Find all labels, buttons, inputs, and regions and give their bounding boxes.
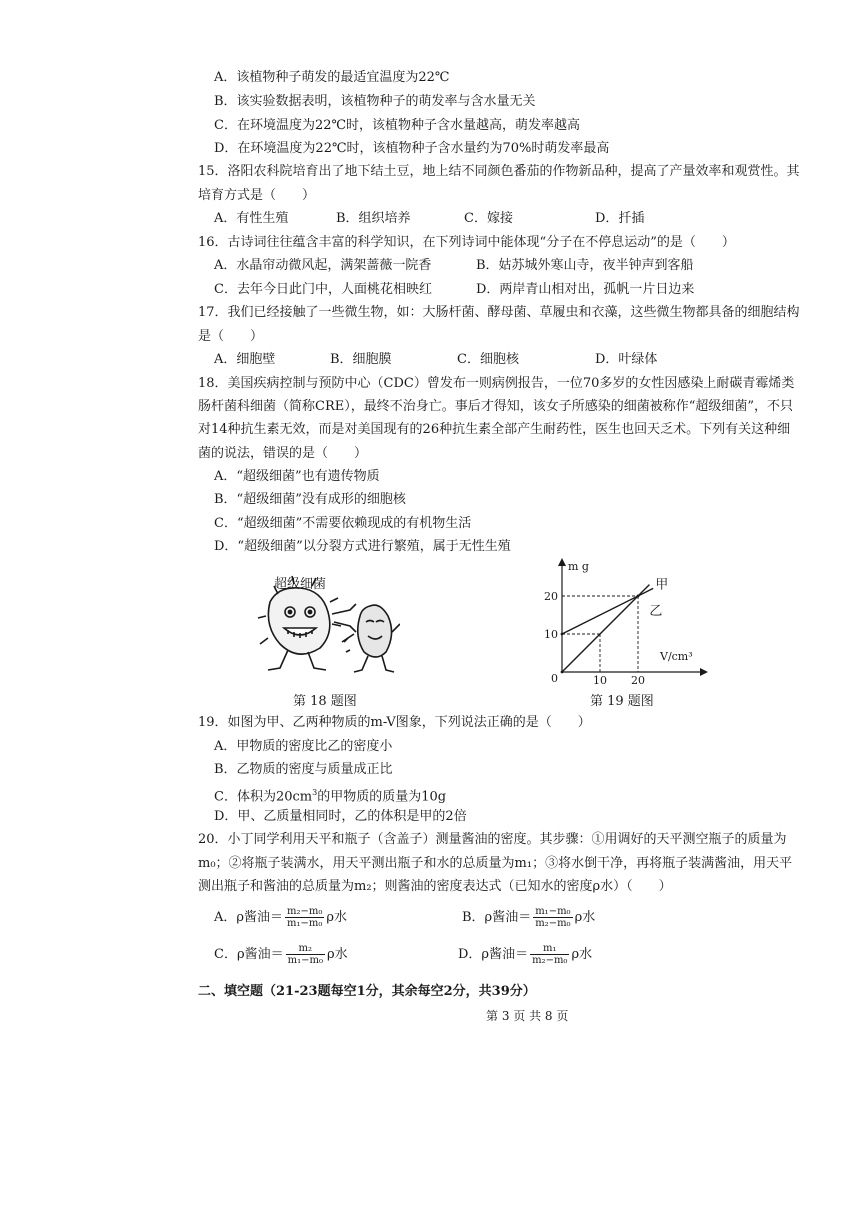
q15-option-a: A．有性生殖 xyxy=(214,211,289,226)
q16-option-d: D．两岸青山相对出，孤帆一片日边来 xyxy=(476,282,695,297)
q19-option-a: A．甲物质的密度比乙的密度小 xyxy=(214,739,393,754)
q17-stem-line1: 17．我们已经接触了一些微生物，如：大肠杆菌、酵母菌、草履虫和衣藻，这些微生物都具备的细胞结构 xyxy=(198,305,800,320)
data-point-yi-1 xyxy=(637,595,640,598)
q15-option-c: C．嫁接 xyxy=(464,211,513,226)
q19-stem: 19．如图为甲、乙两种物质的m-V图象，下列说法正确的是（ ） xyxy=(198,715,591,730)
data-point-yi-0 xyxy=(561,671,564,674)
q15-stem-line1: 15．洛阳农科院培育出了地下结土豆，地上结不同颜色番茄的作物新品种，提高了产量效率和观赏性。其 xyxy=(198,164,800,179)
q18-option-a: A．“超级细菌”也有遗传物质 xyxy=(214,469,380,484)
x-axis-label: V/cm³ xyxy=(660,650,693,663)
q20-option-a: A．ρ酱油＝ $\frac{\text{m₂−m₀}}{\text{m₁−m₀}}$ ρ水 xyxy=(214,906,348,929)
y-tick-10: 10 xyxy=(544,628,558,641)
page-footer: 第 3 页 共 8 页 xyxy=(486,1009,569,1023)
m-v-graph xyxy=(540,556,710,684)
q18-option-b: B．“超级细菌”没有成形的细胞核 xyxy=(214,492,406,507)
origin-label: 0 xyxy=(551,672,558,684)
q17-option-c: C．细胞核 xyxy=(457,352,519,367)
q18-stem-line3: 对14种抗生素无效，而是对美国现有的26种抗生素全部产生耐药性，医生也回天乏术。下列有关这种细 xyxy=(198,422,791,437)
y-axis-label: m g xyxy=(568,560,589,573)
q14-option-c: C．在环境温度为22℃时，该植物种子含水量越高，萌发率越高 xyxy=(214,118,581,133)
q16-option-a: A．水晶帘动微风起，满架蔷薇一院香 xyxy=(214,258,432,273)
q20-stem-line2: m₀；②将瓶子装满水，用天平测出瓶子和水的总质量为m₁；③将水倒干净，再将瓶子装满酱油，用天平 xyxy=(198,856,793,871)
series-label-jia: 甲 xyxy=(655,577,669,593)
q18-stem-line1: 18．美国疾病控制与预防中心（CDC）曾发布一则病例报告，一位70多岁的女性因感染上耐碳青霉烯类 xyxy=(198,376,795,391)
q19-option-d: D．甲、乙质量相同时，乙的体积是甲的2倍 xyxy=(214,809,467,824)
q20-stem-line3: 测出瓶子和酱油的总质量为m₂；则酱油的密度表达式（已知水的密度ρ水）（ ） xyxy=(198,879,672,894)
q18-option-d: D．“超级细菌”以分裂方式进行繁殖，属于无性生殖 xyxy=(214,539,511,554)
q16-stem: 16．古诗词往往蕴含丰富的科学知识，在下列诗词中能体现“分子在不停息运动”的是（ ） xyxy=(198,235,735,250)
section-2-heading: 二、填空题（21-23题每空1分，其余每空2分，共39分） xyxy=(198,984,536,999)
q20-stem-line1: 20．小丁同学利用天平和瓶子（含盖子）测量酱油的密度。其步骤：①用调好的天平测空瓶子的质量为 xyxy=(198,832,787,847)
q19-option-c: C．体积为$20cm^3$的甲物质的质量为10g xyxy=(214,788,447,805)
superbug-title-text: 超级细菌 xyxy=(273,577,327,592)
q18-stem-line2: 肠杆菌科细菌（简称CRE），最终不治身亡。事后才得知，该女子所感染的细菌被称作“超级细菌”，不只 xyxy=(198,399,794,414)
q18-option-c: C．“超级细菌”不需要依赖现成的有机物生活 xyxy=(214,516,472,531)
q18-stem-line4: 菌的说法，错误的是（ ） xyxy=(198,446,368,461)
q17-option-a: A．细胞壁 xyxy=(214,352,276,367)
figure-19-caption: 第 19 题图 xyxy=(590,694,654,709)
q20-option-d: D．ρ酱油＝ $\frac{\text{m₁}}{\text{m₂−m₀}}$ ρ水 xyxy=(458,943,593,966)
q20-option-c: C．ρ酱油＝ $\frac{\text{m₂}}{\text{m₁−m₀}}$ ρ水 xyxy=(214,943,348,966)
q17-option-d: D．叶绿体 xyxy=(595,352,658,367)
superbug-illustration xyxy=(248,572,400,678)
q16-option-c: C．去年今日此门中，人面桃花相映红 xyxy=(214,282,432,297)
y-tick-20: 20 xyxy=(544,590,558,603)
series-line-yi xyxy=(562,585,649,672)
q14-option-a: A．该植物种子萌发的最适宜温度为22℃ xyxy=(214,70,450,85)
q15-stem-line2: 培育方式是（ ） xyxy=(198,188,316,203)
q19-option-b: B．乙物质的密度与质量成正比 xyxy=(214,762,393,777)
q17-stem-line2: 是（ ） xyxy=(198,329,264,344)
x-axis-arrow xyxy=(700,668,708,676)
y-axis-arrow xyxy=(558,558,566,566)
data-point-jia-0 xyxy=(561,633,564,636)
q16-option-b: B．姑苏城外寒山寺，夜半钟声到客船 xyxy=(476,258,694,273)
q15-option-b: B．组织培养 xyxy=(336,211,411,226)
q14-option-b: B．该实验数据表明，该植物种子的萌发率与含水量无关 xyxy=(214,94,536,109)
series-label-yi: 乙 xyxy=(649,604,663,619)
q14-option-d: D．在环境温度为22℃时，该植物种子含水量约为70%时萌发率最高 xyxy=(214,141,610,156)
q15-option-d: D．扦插 xyxy=(595,211,645,226)
figure-18-caption: 第 18 题图 xyxy=(293,694,357,709)
x-tick-20: 20 xyxy=(631,674,645,684)
x-tick-10: 10 xyxy=(593,674,607,684)
q17-option-b: B．细胞膜 xyxy=(330,352,392,367)
q20-option-b: B．ρ酱油＝ $\frac{\text{m₁−m₀}}{\text{m₂−m₀}}$ ρ水 xyxy=(462,906,596,929)
